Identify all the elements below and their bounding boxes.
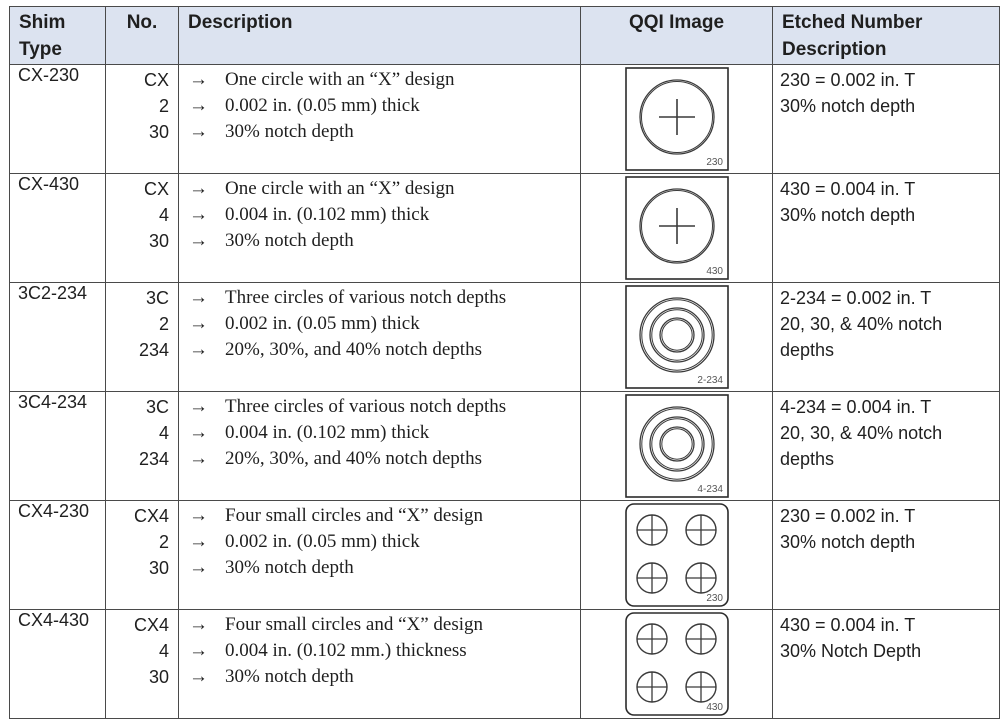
description-line xyxy=(189,285,580,311)
qqi-image-cell xyxy=(581,610,773,719)
description-line xyxy=(189,420,580,446)
shim-number-cell xyxy=(106,283,179,392)
table-row xyxy=(10,501,1000,610)
description-line xyxy=(189,93,580,119)
qqi-shim-drawing xyxy=(625,176,729,280)
etched-label: 430 xyxy=(705,266,723,277)
qqi-shim-drawing xyxy=(625,503,729,607)
description-text: 0.002 in. (0.05 mm) thick xyxy=(225,313,420,334)
x-circle xyxy=(640,80,714,154)
shim-number-cell xyxy=(106,65,179,174)
description-cell xyxy=(179,392,581,501)
shim-type-cell: 3C4-234 xyxy=(10,392,106,501)
etched-description-line: 230 = 0.002 in. T xyxy=(780,506,916,526)
description-text: Three circles of various notch depths xyxy=(225,396,507,417)
number-part: CX4 xyxy=(133,615,169,635)
etched-number-cell xyxy=(773,283,1000,392)
number-part: 2 xyxy=(158,532,169,552)
description-line xyxy=(189,638,580,664)
description-line xyxy=(189,664,580,690)
number-part: 4 xyxy=(158,205,169,225)
description-text: Four small circles and “X” design xyxy=(225,614,484,635)
description-line xyxy=(189,503,580,529)
number-part: CX xyxy=(143,179,169,199)
number-part: 30 xyxy=(148,558,169,578)
description-line xyxy=(189,529,580,555)
etched-description-line: 430 = 0.004 in. T xyxy=(780,615,916,635)
etched-description-line: 230 = 0.002 in. T xyxy=(780,70,916,90)
arrow-right-icon: → xyxy=(189,505,208,526)
etched-description-line: 30% Notch Depth xyxy=(780,641,922,661)
small-x-circle xyxy=(686,563,716,593)
small-x-circle xyxy=(637,624,667,654)
shim-type-cell: 3C2-234 xyxy=(10,283,106,392)
qqi-shim-drawing xyxy=(625,612,729,716)
number-part: 30 xyxy=(148,231,169,251)
etched-number-cell xyxy=(773,392,1000,501)
table-row xyxy=(10,283,1000,392)
description-text: 20%, 30%, and 40% notch depths xyxy=(225,339,482,360)
small-x-circle xyxy=(637,515,667,545)
header-no: No. xyxy=(106,7,179,65)
description-text: 30% notch depth xyxy=(225,557,354,578)
description-line xyxy=(189,311,580,337)
header-shim-type: Shim Type xyxy=(10,7,106,65)
small-x-circle xyxy=(686,515,716,545)
description-text: Three circles of various notch depths xyxy=(225,287,507,308)
arrow-right-icon: → xyxy=(189,666,208,687)
number-part: 2 xyxy=(158,314,169,334)
description-text: 30% notch depth xyxy=(225,230,354,251)
table-row xyxy=(10,610,1000,719)
header-row xyxy=(10,7,1000,65)
description-text: 0.004 in. (0.102 mm) thick xyxy=(225,204,430,225)
description-text: One circle with an “X” design xyxy=(225,178,455,199)
shim-outline xyxy=(626,395,728,497)
etched-number-cell xyxy=(773,501,1000,610)
shim-number-cell xyxy=(106,392,179,501)
number-part: CX xyxy=(143,70,169,90)
description-text: 20%, 30%, and 40% notch depths xyxy=(225,448,482,469)
arrow-right-icon: → xyxy=(189,204,208,225)
etched-description-line: 4-234 = 0.004 in. T xyxy=(780,397,932,417)
etched-description-line: 30% notch depth xyxy=(780,532,916,552)
concentric-circles xyxy=(640,407,714,481)
arrow-right-icon: → xyxy=(189,614,208,635)
number-part: 234 xyxy=(138,340,169,360)
table-row xyxy=(10,392,1000,501)
arrow-right-icon: → xyxy=(189,95,208,116)
number-part: 2 xyxy=(158,96,169,116)
arrow-right-icon: → xyxy=(189,339,208,360)
description-line xyxy=(189,176,580,202)
arrow-right-icon: → xyxy=(189,121,208,142)
qqi-shim-drawing xyxy=(625,285,729,389)
description-line xyxy=(189,446,580,472)
number-part: 3C xyxy=(145,288,169,308)
description-line xyxy=(189,555,580,581)
description-line xyxy=(189,394,580,420)
etched-description-line: 20, 30, & 40% notch xyxy=(780,314,943,334)
description-text: 30% notch depth xyxy=(225,666,354,687)
etched-description-line: 20, 30, & 40% notch xyxy=(780,423,943,443)
qqi-image-cell xyxy=(581,501,773,610)
small-x-circle xyxy=(637,563,667,593)
qqi-shim-drawing xyxy=(625,394,729,498)
arrow-right-icon: → xyxy=(189,396,208,417)
shim-type-cell: CX4-230 xyxy=(10,501,106,610)
number-part: 4 xyxy=(158,641,169,661)
small-x-circle xyxy=(686,624,716,654)
etched-description-line: depths xyxy=(780,449,835,469)
etched-description-line: 30% notch depth xyxy=(780,205,916,225)
etched-label: 230 xyxy=(705,157,723,168)
qqi-image-cell xyxy=(581,174,773,283)
etched-description-line: 2-234 = 0.002 in. T xyxy=(780,288,932,308)
arrow-right-icon: → xyxy=(189,448,208,469)
qqi-image-cell xyxy=(581,283,773,392)
description-text: 0.004 in. (0.102 mm) thick xyxy=(225,422,430,443)
description-cell xyxy=(179,65,581,174)
etched-number-cell xyxy=(773,610,1000,719)
arrow-right-icon: → xyxy=(189,313,208,334)
description-line xyxy=(189,228,580,254)
x-circle xyxy=(640,189,714,263)
etched-label: 430 xyxy=(705,702,723,713)
number-part: 30 xyxy=(148,667,169,687)
etched-description-line: depths xyxy=(780,340,835,360)
qqi-image-cell xyxy=(581,65,773,174)
table-row xyxy=(10,174,1000,283)
arrow-right-icon: → xyxy=(189,557,208,578)
description-text: 0.002 in. (0.05 mm) thick xyxy=(225,531,420,552)
arrow-right-icon: → xyxy=(189,422,208,443)
description-line xyxy=(189,67,580,93)
arrow-right-icon: → xyxy=(189,640,208,661)
description-line xyxy=(189,202,580,228)
description-line xyxy=(189,337,580,363)
number-part: CX4 xyxy=(133,506,169,526)
header-qqi-image: QQI Image xyxy=(581,7,773,65)
shim-outline xyxy=(626,286,728,388)
arrow-right-icon: → xyxy=(189,230,208,251)
description-line xyxy=(189,119,580,145)
description-cell xyxy=(179,501,581,610)
description-text: One circle with an “X” design xyxy=(225,69,455,90)
number-part: 234 xyxy=(138,449,169,469)
description-cell xyxy=(179,283,581,392)
arrow-right-icon: → xyxy=(189,287,208,308)
etched-label: 2-234 xyxy=(696,375,723,386)
shim-number-cell xyxy=(106,501,179,610)
table-row xyxy=(10,65,1000,174)
arrow-right-icon: → xyxy=(189,531,208,552)
small-x-circle xyxy=(686,672,716,702)
shim-table xyxy=(9,6,1000,719)
shim-type-cell: CX-230 xyxy=(10,65,106,174)
etched-number-cell xyxy=(773,65,1000,174)
description-line xyxy=(189,612,580,638)
etched-label: 4-234 xyxy=(696,484,723,495)
header-description: Description xyxy=(179,7,581,65)
description-cell xyxy=(179,174,581,283)
etched-description-line: 430 = 0.004 in. T xyxy=(780,179,916,199)
description-text: Four small circles and “X” design xyxy=(225,505,484,526)
header-etched-number: Etched Number Description xyxy=(773,7,1000,65)
arrow-right-icon: → xyxy=(189,69,208,90)
etched-label: 230 xyxy=(705,593,723,604)
qqi-image-cell xyxy=(581,392,773,501)
qqi-shim-drawing xyxy=(625,67,729,171)
shim-type-cell: CX-430 xyxy=(10,174,106,283)
etched-number-cell xyxy=(773,174,1000,283)
arrow-right-icon: → xyxy=(189,178,208,199)
shim-number-cell xyxy=(106,610,179,719)
number-part: 3C xyxy=(145,397,169,417)
etched-description-line: 30% notch depth xyxy=(780,96,916,116)
number-part: 30 xyxy=(148,122,169,142)
shim-number-cell xyxy=(106,174,179,283)
number-part: 4 xyxy=(158,423,169,443)
description-text: 0.004 in. (0.102 mm.) thickness xyxy=(225,640,467,661)
description-cell xyxy=(179,610,581,719)
small-x-circle xyxy=(637,672,667,702)
description-text: 30% notch depth xyxy=(225,121,354,142)
concentric-circles xyxy=(640,298,714,372)
description-text: 0.002 in. (0.05 mm) thick xyxy=(225,95,420,116)
shim-type-cell: CX4-430 xyxy=(10,610,106,719)
